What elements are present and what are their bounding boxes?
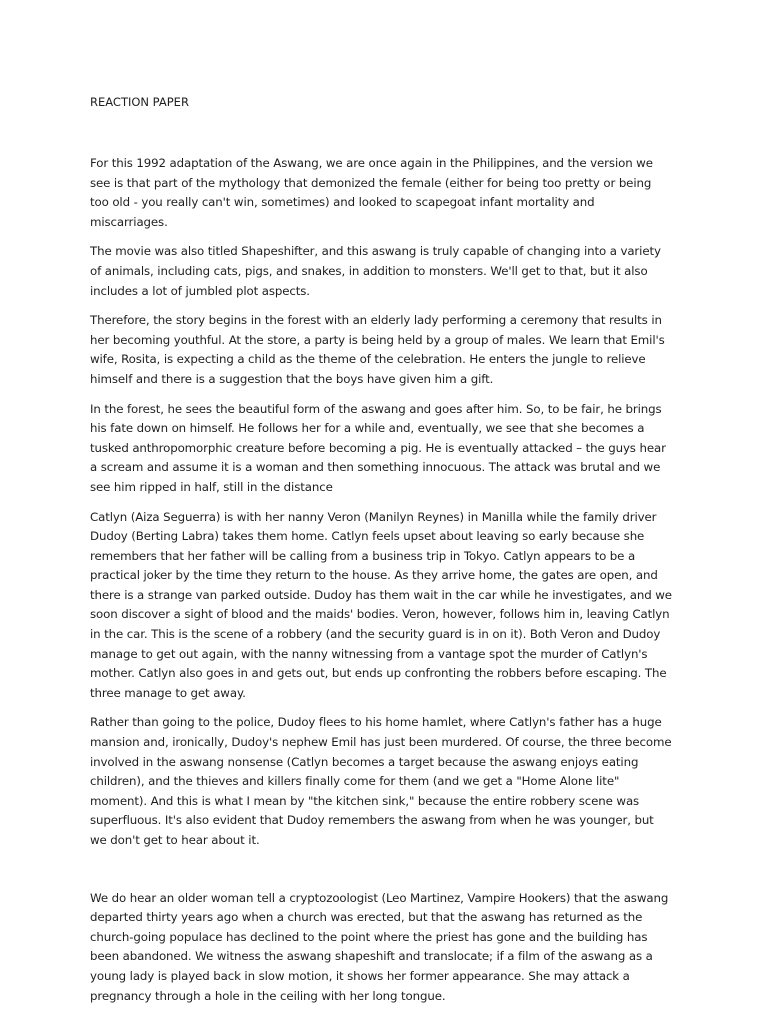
paragraph-4: In the forest, he sees the beautiful form of the aswang and goes after him. So, to be fair, he brings his fate down on himself. He follows her for a while and, eventually, we see that she becomes a tusked anthropomorphic creature before becoming a pig. He is eventually attacked – the guys hear a scream and assume it is a woman and then something innocuous. The attack was brutal and we see him ripped in half, still in the distance	[90, 401, 666, 494]
paragraph-5: Catlyn (Aiza Seguerra) is with her nanny Veron (Manilyn Reynes) in Manilla while the family driver Dudoy (Berting Labra) takes them home. Catlyn feels upset about leaving so early because she remembers that her father will be calling from a business trip in Tokyo. Catlyn appears to be a practical joker by the time they return to the house. As they arrive home, the gates are open, and there is a strange van parked outside. Dudoy has them wait in the car while he investigates, and we soon discover a sight of blood and the maids' bodies. Veron, however, follows him in, leaving Catlyn in the car. This is the scene of a robbery (and the security guard is in on it). Both Veron and Dudoy manage to get out again, with the nanny witnessing from a vantage spot the murder of Catlyn's mother. Catlyn also goes in and gets out, but ends up confronting the robbers before escaping. The three manage to get away.	[90, 509, 672, 700]
paragraph-1: For this 1992 adaptation of the Aswang, we are once again in the Philippines, and the version we see is that part of the mythology that demonized the female (either for being too pretty or being too old - you really can't win, sometimes) and looked to scapegoat infant mortality and miscarriages.	[90, 156, 653, 229]
paragraph-6: Rather than going to the police, Dudoy flees to his home hamlet, where Catlyn's father has a huge mansion and, ironically, Dudoy's nephew Emil has just been murdered. Of course, the three become involved in the aswang nonsense (Catlyn becomes a target because the aswang enjoys eating children), and the thieves and killers finally come for them (and we get a "Home Alone lite" moment). And this is what I mean by "the kitchen sink," because the entire robbery scene was superfluous. It's also evident that Dudoy remembers the aswang from when he was younger, but we don't get to hear about it.	[90, 715, 672, 847]
paragraph-2: The movie was also titled Shapeshifter, and this aswang is truly capable of changing into a variety of animals, including cats, pigs, and snakes, in addition to monsters. We'll get to that, but it also includes a lot of jumbled plot aspects.	[90, 244, 661, 298]
paragraph-3: Therefore, the story begins in the forest with an elderly lady performing a ceremony that results in her becoming youthful. At the store, a party is being held by a group of males. We learn that Emil's wife, Rosita, is expecting a child as the theme of the celebration. He enters the jungle to relieve himself and there is a suggestion that the boys have given him a gift.	[90, 313, 665, 386]
document-body	[90, 94, 672, 1016]
paragraph-7: We do hear an older woman tell a cryptozoologist (Leo Martinez, Vampire Hookers) that the aswang departed thirty years ago when a church was erected, but that the aswang has returned as the church-going populace has declined to the point where the priest has gone and the building has been abandoned. We witness the aswang shapeshift and translocate; if a film of the aswang as a young lady is played back in slow motion, it shows her former appearance. She may attack a pregnancy through a hole in the ceiling with her long tongue.	[90, 890, 669, 1003]
document-title: REACTION PAPER	[90, 95, 189, 109]
